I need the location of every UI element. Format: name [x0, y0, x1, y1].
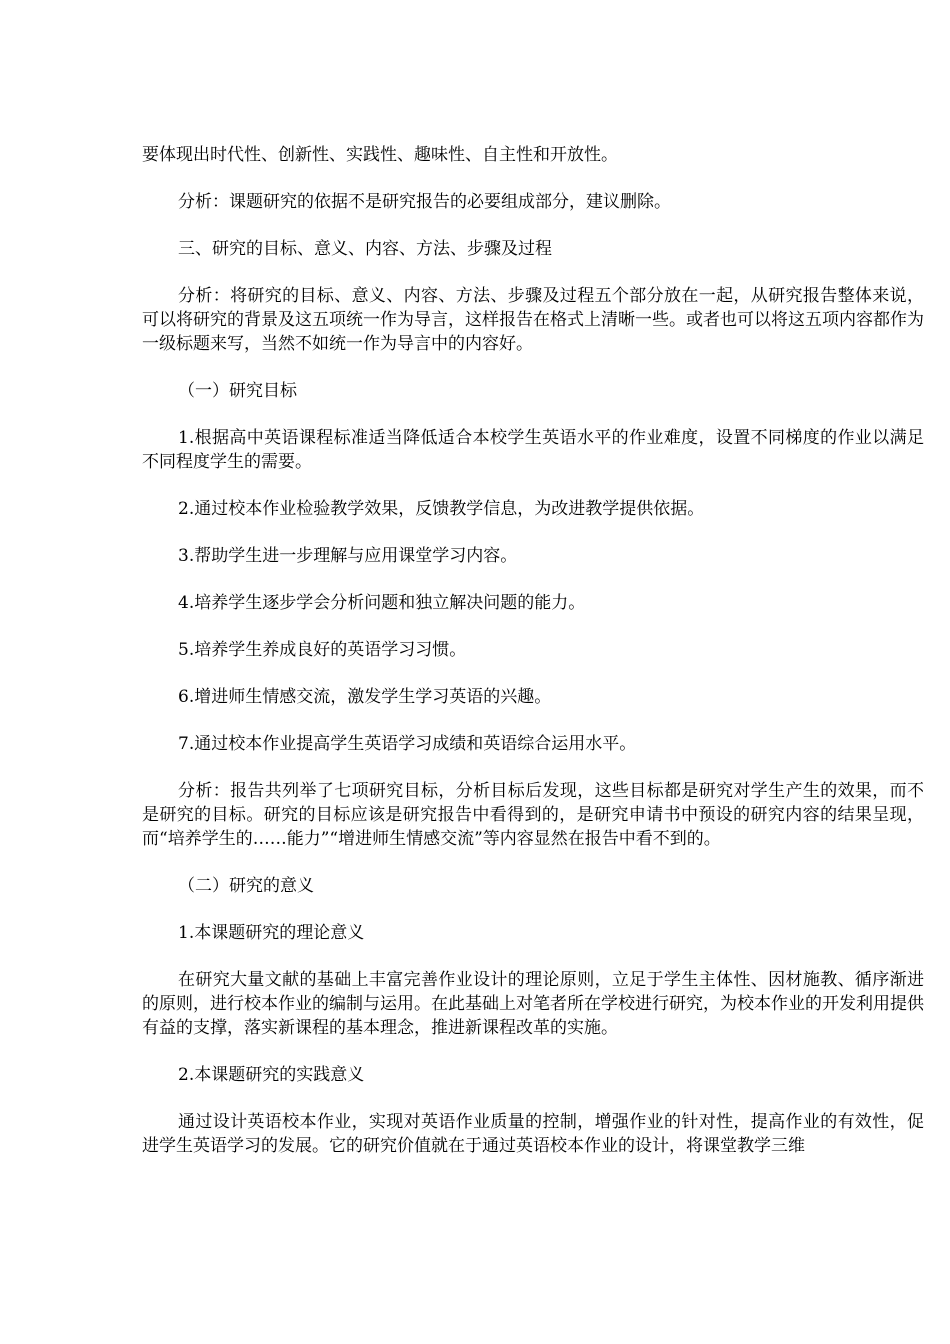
significance-heading-theory: 1.本课题研究的理论意义	[178, 923, 365, 943]
objective-item-2: 2.通过校本作业检验教学效果，反馈教学信息，为改进教学提供依据。	[178, 499, 705, 519]
significance-heading-practice: 2.本课题研究的实践意义	[178, 1065, 365, 1085]
objective-item-1: 1.根据高中英语课程标准适当降低适合本校学生英语水平的作业难度，设置不同梯度的作业以满足不同程度学生的需要。	[142, 428, 924, 472]
paragraph-theory-significance: 在研究大量文献的基础上丰富完善作业设计的理论原则，立足于学生主体性、因材施教、循序渐进的原则，进行校本作业的编制与运用。在此基础上对笔者所在学校进行研究，为校本作业的开发利用提供有益的支撑，落实新课程的基本理念，推进新课程改革的实施。	[142, 970, 924, 1038]
paragraph-analysis-basis: 分析：课题研究的依据不是研究报告的必要组成部分，建议删除。	[178, 192, 671, 212]
objective-item-7: 7.通过校本作业提高学生英语学习成绩和英语综合运用水平。	[178, 734, 637, 754]
paragraph-practice-significance: 通过设计英语校本作业，实现对英语作业质量的控制，增强作业的针对性，提高作业的有效性，促进学生英语学习的发展。它的研究价值就在于通过英语校本作业的设计，将课堂教学三维	[142, 1112, 924, 1156]
subsection-heading-significance: （二）研究的意义	[178, 876, 314, 896]
objective-item-3: 3.帮助学生进一步理解与应用课堂学习内容。	[178, 546, 518, 566]
objective-item-5: 5.培养学生养成良好的英语学习习惯。	[178, 640, 467, 660]
paragraph-continuation: 要体现出时代性、创新性、实践性、趣味性、自主性和开放性。	[142, 145, 618, 165]
objective-item-4: 4.培养学生逐步学会分析问题和独立解决问题的能力。	[178, 593, 586, 613]
paragraph-analysis-structure: 分析：将研究的目标、意义、内容、方法、步骤及过程五个部分放在一起，从研究报告整体来说，可以将研究的背景及这五项统一作为导言，这样报告在格式上清晰一些。或者也可以将这五项内容都作为一级标题来写，当然不如统一作为导言中的内容好。	[142, 286, 924, 354]
paragraph-analysis-objectives: 分析：报告共列举了七项研究目标，分析目标后发现，这些目标都是研究对学生产生的效果，而不是研究的目标。研究的目标应该是研究报告中看得到的，是研究申请书中预设的研究内容的结果呈现，而“培养学生的……能力”“增进师生情感交流”等内容显然在报告中看不到的。	[142, 781, 924, 849]
subsection-heading-objectives: （一）研究目标	[178, 381, 297, 401]
document-page	[142, 143, 924, 1158]
objective-item-6: 6.增进师生情感交流，激发学生学习英语的兴趣。	[178, 687, 552, 707]
section-heading-3: 三、研究的目标、意义、内容、方法、步骤及过程	[178, 239, 552, 259]
